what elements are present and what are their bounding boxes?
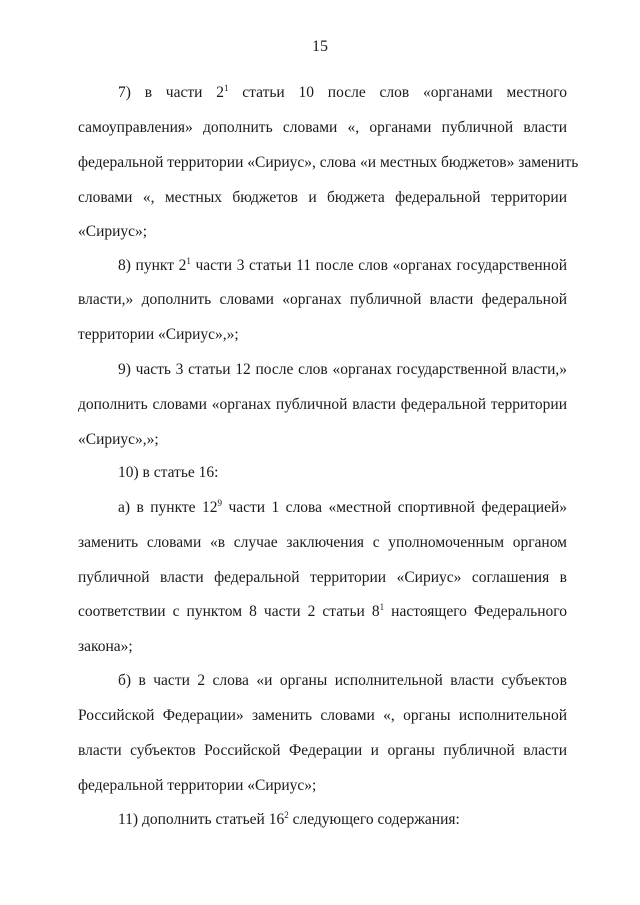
paragraph-9-line-1: 9) часть 3 статьи 12 после слов «органах государственной власти,»	[118, 361, 567, 378]
paragraph-8-line-1: 8) пункт $2^1$ части 3 статьи 11 после слов «органах государственной	[118, 256, 568, 274]
superscript: 1	[186, 256, 191, 266]
subparagraph-b-line-2: Российской Федерации» заменить словами «, органы исполнительной	[78, 707, 567, 724]
subparagraph-a-line-1: а) в пункте $12^9$ части 1 слова «местной спортивной федерацией»	[118, 498, 567, 516]
paragraph-7-line-4: словами «, местных бюджетов и бюджета федеральной территории	[78, 189, 567, 206]
paragraph-8-line-2: власти,» дополнить словами «органах публичной власти федеральной	[78, 291, 567, 308]
paragraph-7-line-1: 7) в части $2^1$ статьи 10 после слов «органами местного	[118, 83, 568, 101]
superscript: 9	[217, 498, 222, 508]
paragraph-9-line-3: «Сириус»,»;	[78, 431, 159, 448]
subparagraph-a-line-4: соответствии с пунктом 8 части 2 статьи $8^1$ настоящего Федерального	[78, 602, 567, 620]
subparagraph-b-line-3: власти субъектов Российской Федерации и органы публичной власти	[78, 742, 567, 759]
paragraph-10-line-1: 10) в статье 16:	[118, 464, 219, 481]
paragraph-7-line-5: «Сириус»;	[78, 223, 148, 240]
subparagraph-a-line-5: закона»;	[78, 638, 133, 655]
paragraph-8-line-3: территории «Сириус»,»;	[78, 326, 239, 343]
superscript: 2	[284, 810, 289, 820]
paragraph-7-line-3: федеральной территории «Сириус», слова «и местных бюджетов» заменить	[78, 154, 579, 171]
subparagraph-a-line-2: заменить словами «в случае заключения с уполномоченным органом	[78, 534, 567, 551]
subparagraph-a-line-3: публичной власти федеральной территории «Сириус» соглашения в	[78, 569, 567, 586]
page-number: 15	[312, 38, 328, 55]
subparagraph-b-line-4: федеральной территории «Сириус»;	[78, 777, 317, 794]
superscript: 1	[379, 602, 385, 612]
superscript: 1	[223, 83, 229, 93]
subparagraph-b-line-1: б) в части 2 слова «и органы исполнительной власти субъектов	[118, 672, 567, 689]
paragraph-7-line-2: самоуправления» дополнить словами «, органами публичной власти	[78, 119, 567, 136]
paragraph-9-line-2: дополнить словами «органах публичной власти федеральной территории	[78, 396, 567, 413]
paragraph-11-line-1: 11) дополнить статьей $16^2$ следующего содержания:	[118, 810, 460, 828]
